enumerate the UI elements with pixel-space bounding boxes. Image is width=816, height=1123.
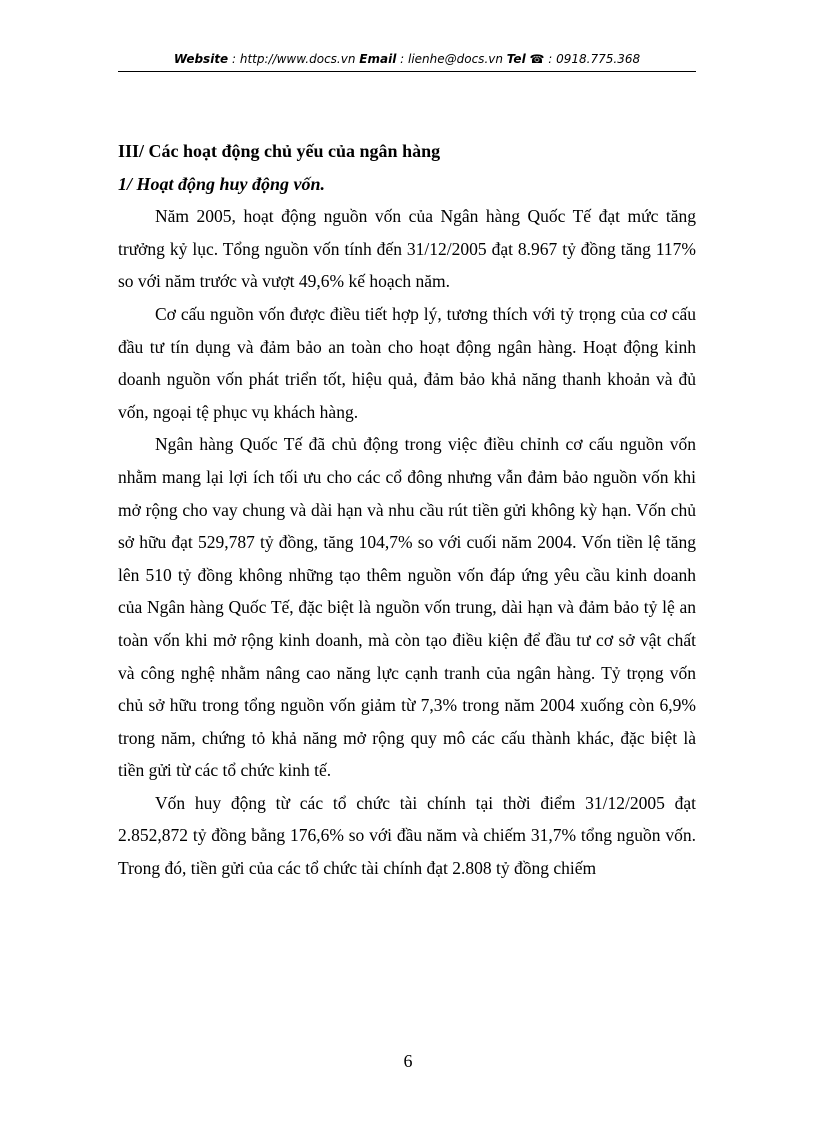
header-divider bbox=[118, 71, 696, 72]
document-body bbox=[118, 135, 696, 885]
email-address[interactable]: lienhe@docs.vn bbox=[407, 52, 503, 66]
email-separator: : bbox=[396, 52, 408, 66]
subsection-title: 1/ Hoạt động huy động vốn. bbox=[118, 173, 326, 194]
website-label: Website bbox=[173, 52, 229, 66]
section-title: III/ Các hoạt động chủ yếu của ngân hàng bbox=[118, 141, 441, 161]
paragraph-2: Cơ cấu nguồn vốn được điều tiết hợp lý, tương thích với tỷ trọng của cơ cấu đầu tư tín dụng và đảm bảo an toàn cho hoạt động ngân hàng. Hoạt động kinh doanh nguồn vốn phát triển tốt, hiệu quả, đảm bảo khả năng thanh khoản và đủ vốn, ngoại tệ phục vụ khách hàng. bbox=[118, 303, 696, 422]
paragraph-1: Năm 2005, hoạt động nguồn vốn của Ngân hàng Quốc Tế đạt mức tăng trưởng kỷ lục. Tổng nguồn vốn tính đến 31/12/2005 đạt 8.967 tỷ đồng tăng 117% so với năm trước và vượt 49,6% kế hoạch năm. bbox=[118, 206, 696, 292]
paragraph-3: Ngân hàng Quốc Tế đã chủ động trong việc điều chỉnh cơ cấu nguồn vốn nhằm mang lại lợi ích tối ưu cho các cổ đông nhưng vẫn đảm bảo nguồn vốn khi mở rộng cho vay chung và dài hạn và nhu cầu rút tiền gửi không kỳ hạn. Vốn chủ sở hữu đạt 529,787 tỷ đồng, tăng 104,7% so với cuối năm 2004. Vốn tiền lệ tăng lên 510 tỷ đồng không những tạo thêm nguồn vốn đáp ứng yêu cầu kinh doanh của Ngân hàng Quốc Tế, đặc biệt là nguồn vốn trung, dài hạn và đảm bảo tỷ lệ an toàn vốn khi mở rộng kinh doanh, mà còn tạo điều kiện để đầu tư cơ sở vật chất và công nghệ nhằm nâng cao năng lực cạnh tranh của ngân hàng. Tỷ trọng vốn chủ sở hữu trong tổng nguồn vốn giảm từ 7,3% trong năm 2004 xuống còn 6,9% trong năm, chứng tỏ khả năng mở rộng quy mô các cấu thành khác, đặc biệt là tiền gửi từ các tổ chức kinh tế. bbox=[118, 434, 696, 781]
website-url[interactable]: http://www.docs.vn bbox=[239, 52, 356, 66]
page-number: 6 bbox=[403, 1051, 413, 1071]
email-label: Email bbox=[359, 52, 397, 66]
website-separator: : bbox=[228, 52, 240, 66]
tel-label: Tel bbox=[506, 52, 526, 66]
tel-separator: : bbox=[544, 52, 557, 66]
telephone-icon: ☎ bbox=[529, 52, 545, 66]
page-header bbox=[118, 50, 696, 68]
paragraph-4: Vốn huy động từ các tổ chức tài chính tại thời điểm 31/12/2005 đạt 2.852,872 tỷ đồng bằng 176,6% so với đầu năm và chiếm 31,7% tổng nguồn vốn. Trong đó, tiền gửi của các tổ chức tài chính đạt 2.808 tỷ đồng chiếm bbox=[118, 792, 696, 879]
tel-number: 0918.775.368 bbox=[556, 52, 641, 66]
